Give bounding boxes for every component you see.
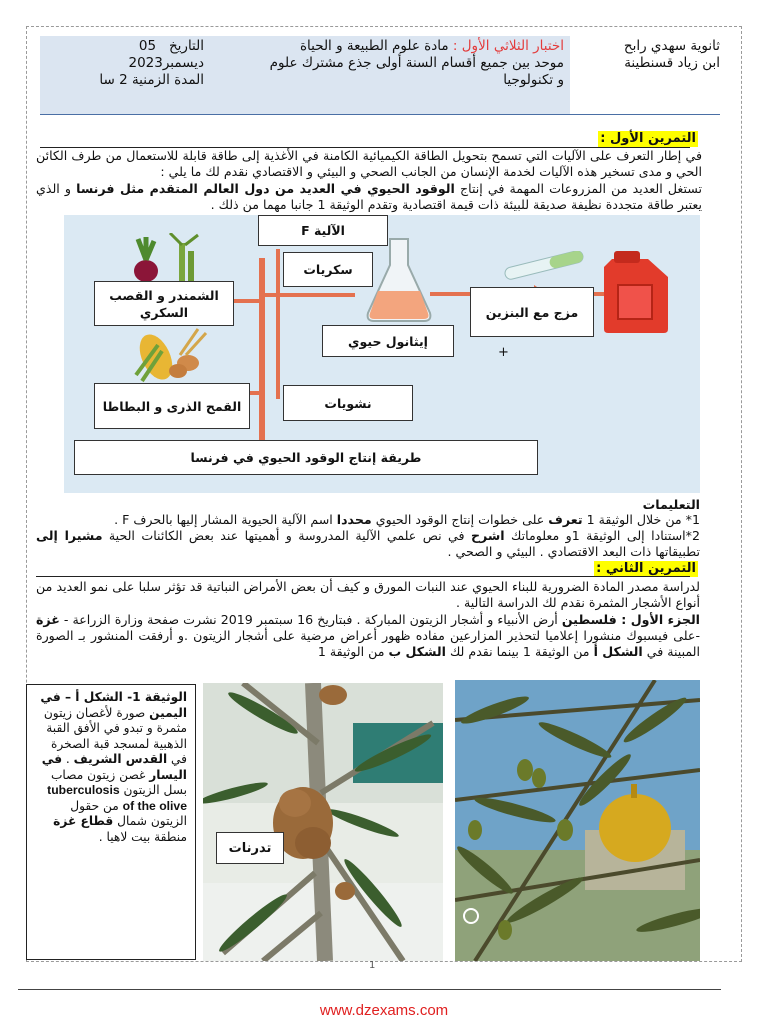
corn-wheat-icon — [128, 325, 210, 383]
exam-duration: المدة الزمنية 2 سا — [99, 72, 204, 88]
plus-sign: + — [498, 345, 509, 360]
q1-verb: تعرف — [548, 512, 583, 527]
exam-info — [208, 36, 570, 114]
corn-wheat-label: القمح الذرى و البطاطا — [94, 383, 250, 429]
exam-level: موحد بين جميع أقسام السنة أولى جذع مشترك علوم — [269, 55, 564, 71]
part1-title: الجزء الأول : — [621, 612, 700, 627]
starches-label: نشويات — [283, 385, 413, 421]
caption-left: في اليسار — [41, 752, 187, 782]
flask-icon — [364, 235, 434, 323]
page-number: 1 — [369, 960, 376, 971]
test-tube-icon — [500, 251, 590, 281]
exercise2-intro: لدراسة مصدر المادة الضرورية للبناء الحيوي عند النبات المورق و كيف أن بعض الأمراض النباتية قد تؤثر سلبا على نمو العديد من أنواع الأشجار المثمرة نقدم لك الدراسة التالية . — [36, 579, 700, 610]
caption-text-6: غصن زيتون مصاب بسل الزيتون — [50, 767, 187, 797]
beet-cane-label: الشمندر و القصب السكري — [94, 281, 234, 326]
school-line1: ثانوية سهدي رابح — [623, 38, 720, 54]
context-text-c: و الذي يعتبر طاقة متجددة نظيفة صديقة للبيئة ذات قيمة اقتصادية وتقدم الوثيقة 1 جانبا مهما من ذلك . — [36, 181, 702, 212]
tubercles-label: تدرنات — [216, 832, 284, 864]
mix-gasoline-label: مزج مع البنزين — [470, 287, 594, 337]
part1-place: فلسطين — [561, 612, 622, 627]
date-label: التاريخ — [168, 38, 204, 54]
exercise1-title: التمرين الأول : — [600, 131, 696, 146]
exam-subject: مادة علوم الطبيعة و الحياة — [299, 38, 453, 54]
caption-quds: القدس الشريف — [73, 752, 168, 766]
infected-olive-branch-photo — [203, 683, 443, 961]
caption-text-10: منطقة بيت لاهيا . — [98, 829, 187, 844]
exercise2-part1 — [36, 612, 700, 660]
arrow-vertical-main — [259, 258, 265, 442]
exam-stream: و تكنولوجيا — [503, 72, 564, 88]
caption-title: الوثيقة 1- الشكل أ – في اليمين — [40, 690, 187, 720]
exercise1-context — [36, 181, 702, 213]
part1-fig-b: الشكل ب — [388, 644, 446, 659]
context-text-a: تستغل العديد من المزروعات المهمة في إنتاج — [454, 181, 702, 196]
figure-1 — [64, 215, 700, 493]
arrow-vertical-inner — [276, 249, 280, 399]
q2-text-a: 2*استنادا إلى الوثيقة 1و معلوماتك — [504, 528, 700, 543]
mechanism-f-label: الآلية F — [258, 215, 388, 246]
olive-dome-photo — [455, 680, 700, 961]
q2-verb2: مشيرا إلى — [36, 528, 103, 543]
part1-text-e: -على فيسبوك منشورا إعلاميا لتحذير المزارعين مفاده ظهور أعراض مرضية على أشجار الزيتون .و أرفقت المنشور بـ الصورة المبينة في — [36, 628, 700, 659]
instructions-title: التعليمات — [642, 497, 700, 512]
q2-verb: اشرح — [470, 528, 505, 543]
instruction-1 — [36, 512, 700, 528]
caption-gaza: قطاع غزة — [53, 814, 114, 828]
footer-rule — [18, 989, 721, 990]
part1-fig-a: الشكل أ — [593, 644, 643, 659]
footer-website[interactable]: www.dzexams.com — [319, 1002, 449, 1019]
header-divider — [40, 114, 720, 115]
part1-gaza: غزة — [36, 612, 60, 627]
caption-disease-name: tuberculosis of the olive — [47, 783, 187, 813]
sugars-label: سكريات — [283, 252, 373, 287]
context-text-bold: الوقود الحيوي في العديد من دول العالم المتقدم مثل فرنسا — [76, 181, 455, 196]
doc1-caption — [26, 684, 196, 960]
q1-verb2: محددا — [336, 512, 372, 527]
q1-text-a: 1* من خلال الوثيقة 1 — [582, 512, 700, 527]
school-name — [570, 36, 720, 114]
exercise2-title: التمرين الثاني : — [596, 561, 696, 576]
school-line2: ابن زياد قسنطينة — [624, 55, 720, 71]
fuel-can-icon — [598, 249, 674, 335]
q1-text-c: على خطوات إنتاج الوقود الحيوي — [371, 512, 549, 527]
q2-text-e: تطبيقاتها ذات البعد الاقتصادي . البيئي و الصحي . — [447, 544, 700, 559]
beet-cane-icon — [124, 233, 204, 285]
bioethanol-label: إيثانول حيوي — [322, 325, 454, 357]
caption-text-8: من حقول الزيتون شمال — [70, 798, 187, 828]
part1-text-g: من الوثيقة 1 بينما نقدم لك — [445, 644, 594, 659]
exam-title: اختبار الثلاثي الأول : — [452, 38, 564, 54]
exercise2-rule — [36, 576, 690, 577]
date-day: 05 — [138, 38, 157, 54]
instruction-2 — [36, 528, 700, 560]
exercise1-intro: في إطار التعرف على الآليات التي تسمح بتحويل الطاقة الكيميائية الكامنة في الأغذية إلى طاقة قابلة للاستعمال من طرف الكائن الحي و مدى تسخير هذه الآليات لخدمة الإنسان من الجانب الصحي و البيئي و الاقتصادي نقدم لك ما يلي : — [36, 148, 702, 179]
exam-date — [40, 36, 208, 114]
figure1-caption: طريقة إنتاج الوقود الحيوي في فرنسا — [74, 440, 538, 475]
caption-text-2: صورة لأغصان زيتون مثمرة و تبدو في الأفق القبة الذهبية لمسجد قبة الصخرة في — [43, 705, 187, 766]
q1-text-e: اسم الآلية الحيوية المشار إليها بالحرف F . — [114, 512, 337, 527]
date-month-year: ديسمبر2023 — [128, 55, 204, 71]
part1-text-i: من الوثيقة 1 — [317, 644, 389, 659]
q2-text-c: في نص علمي الآلية المدروسة و أهميتها عند بعض الكائنات الحية — [102, 528, 471, 543]
caption-text-4: . — [62, 752, 74, 766]
part1-text-c: أرض الأنبياء و أشجار الزيتون المباركة . فبتاريخ 16 سبتمبر 2019 نشرت صفحة وزارة الزراعة - — [59, 612, 562, 627]
